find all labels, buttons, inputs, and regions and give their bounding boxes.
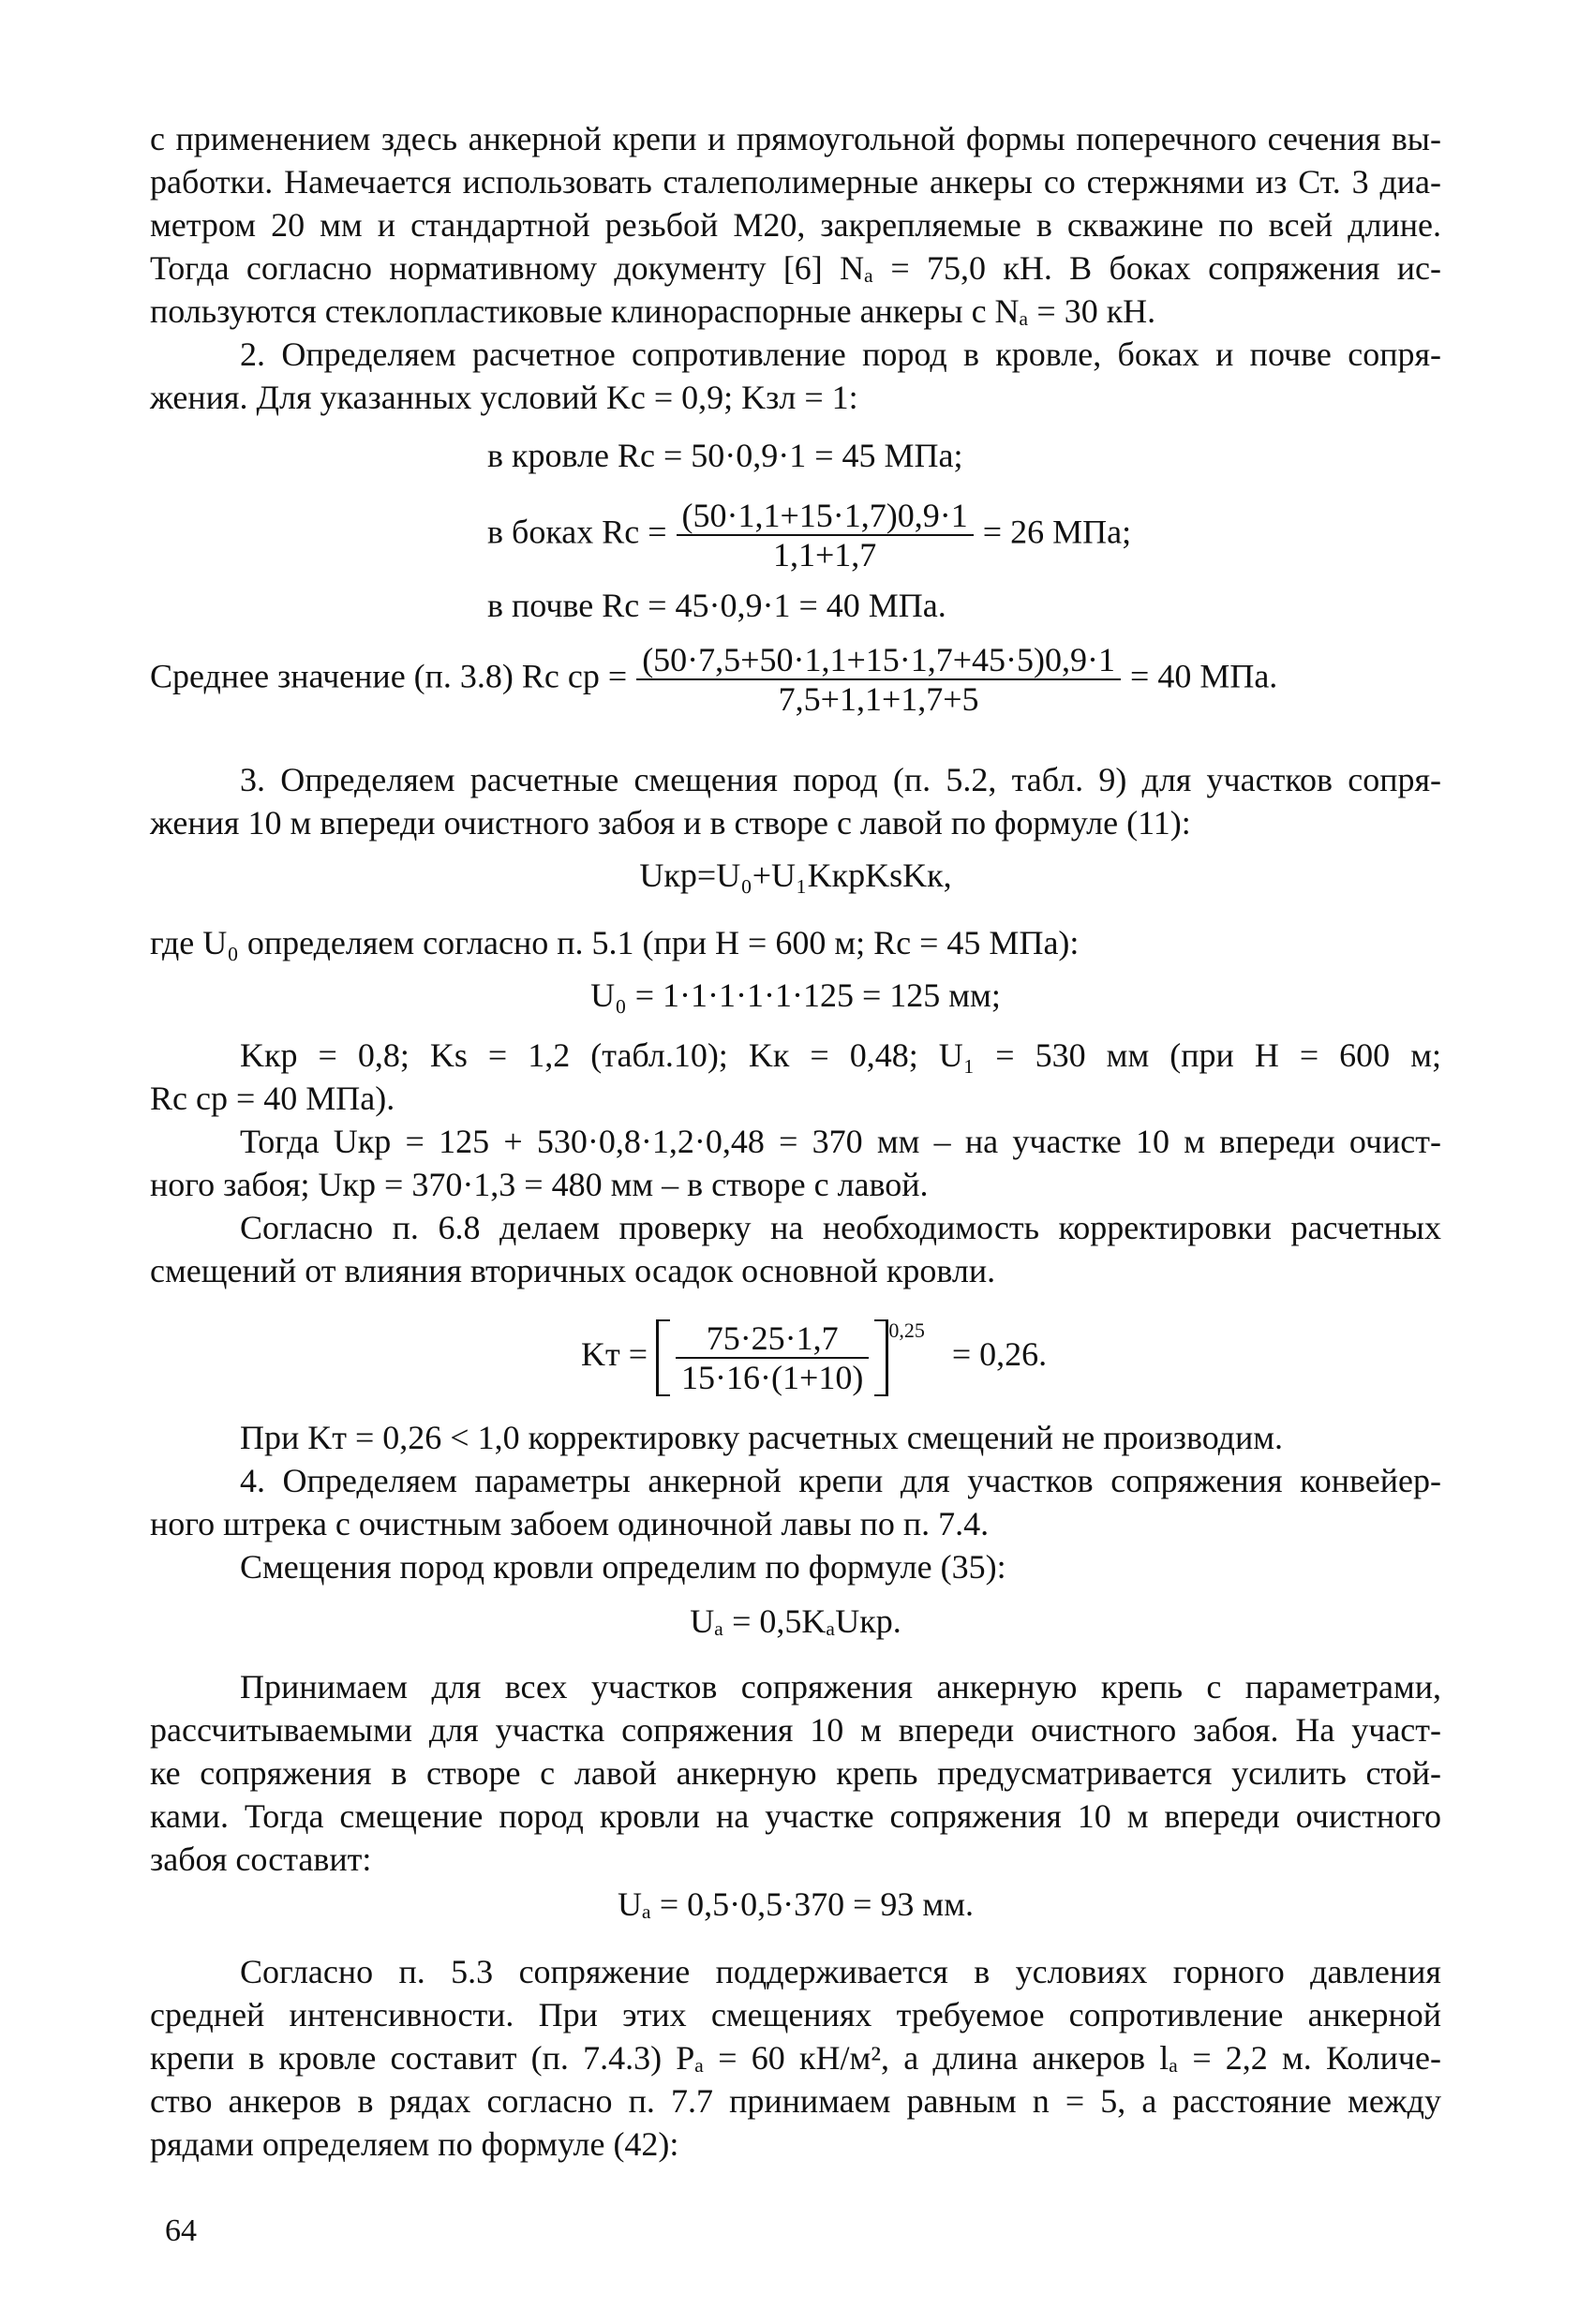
text-line: смещений от влияния вторичных осадок основной кровли.: [150, 1252, 996, 1289]
formula-ua: Uₐ = 0,5·0,5·370 = 93 мм.: [618, 1885, 974, 1923]
text-line: крепи в кровле составит (п. 7.4.3) Pₐ = 60 кН/м², а длина анкеров lₐ = 2,2 м. Количе-: [150, 2039, 1441, 2077]
text-line: ство анкеров в рядах согласно п. 7.7 принимаем равным n = 5, а расстояние между: [150, 2082, 1441, 2120]
formula-35: Uₐ = 0,5KₐUкр.: [690, 1602, 901, 1640]
text-line: Kкр = 0,8; Ks = 1,2 (табл.10); Kк = 0,48; U₁ = 530 мм (при H = 600 м;: [240, 1036, 1441, 1074]
text-line: 2. Определяем расчетное сопротивление пород в кровле, боках и почве сопря-: [240, 335, 1441, 373]
text-line: метром 20 мм и стандартной резьбой М20, закрепляемые в скважине по всей длине.: [150, 206, 1441, 244]
fraction-denominator: 7,5+1,1+1,7+5: [778, 680, 979, 718]
text-line: Согласно п. 6.8 делаем проверку на необходимость корректировки расчетных: [240, 1209, 1441, 1246]
page-number: 64: [165, 2213, 197, 2248]
text-line: с применением здесь анкерной крепи и прямоугольной формы поперечного сечения вы-: [150, 120, 1441, 157]
text-line: 3. Определяем расчетные смещения пород (п. 5.2, табл. 9) для участков сопря-: [240, 761, 1441, 798]
equation-result: = 26 МПа;: [982, 513, 1132, 551]
equation-krovlya: в кровле Rс = 50·0,9·1 = 45 МПа;: [487, 437, 963, 474]
fraction-numerator: 75·25·1,7: [676, 1319, 869, 1359]
bracket-group: [656, 1319, 888, 1396]
equation-result: = 0,26.: [951, 1335, 1048, 1373]
fraction: [636, 641, 1121, 718]
formula-11: Uкр=U₀+U₁KкрKsKк,: [639, 857, 952, 894]
equation-boka: [487, 497, 1131, 574]
fraction-denominator: 15·16·(1+10): [681, 1358, 864, 1396]
equation-kt: [581, 1310, 1047, 1396]
text-line: забоя составит:: [150, 1840, 372, 1878]
text-line: работки. Намечается использовать сталеполимерные анкеры со стержнями из Ст. 3 диа-: [150, 163, 1441, 201]
text-line: средней интенсивности. При этих смещениях требуемое сопротивление анкерной: [150, 1996, 1441, 2034]
text-line: где U₀ определяем согласно п. 5.1 (при H = 600 м; Rс = 45 МПа):: [150, 924, 1080, 961]
text-line: Тогда Uкр = 125 + 530·0,8·1,2·0,48 = 370 мм – на участке 10 м впереди очист-: [240, 1123, 1441, 1160]
text-line: Принимаем для всех участков сопряжения анкерную крепь с параметрами,: [240, 1668, 1441, 1706]
fraction: [677, 497, 974, 574]
text-line: ками. Тогда смещение пород кровли на участке сопряжения 10 м впереди очистного: [150, 1797, 1441, 1835]
equation-result: = 40 МПа.: [1130, 657, 1278, 695]
text-line: Смещения пород кровли определим по формуле (35):: [240, 1548, 1006, 1586]
text-line: жения 10 м впереди очистного забоя и в створе с лавой по формуле (11):: [150, 804, 1191, 842]
fraction-numerator: (50·7,5+50·1,1+15·1,7+45·5)0,9·1: [636, 641, 1121, 680]
exponent: 0,25: [888, 1318, 925, 1342]
text-line: При Kт = 0,26 < 1,0 корректировку расчетных смещений не производим.: [240, 1419, 1284, 1456]
equation-prefix: Kт =: [581, 1335, 648, 1373]
formula-u0: U₀ = 1·1·1·1·1·125 = 125 мм;: [590, 976, 1001, 1014]
fraction-numerator: (50·1,1+15·1,7)0,9·1: [677, 497, 974, 536]
text-line: Тогда согласно нормативному документу [6] Nₐ = 75,0 кН. В боках сопряжения ис-: [150, 249, 1441, 287]
text-line: Rс ср = 40 МПа).: [150, 1080, 395, 1117]
fraction: [676, 1319, 869, 1396]
text-line: Согласно п. 5.3 сопряжение поддерживается в условиях горного давления: [240, 1953, 1441, 1990]
text-line: рассчитываемыми для участка сопряжения 10 м впереди очистного забоя. На участ-: [150, 1711, 1441, 1749]
equation-prefix: в боках Rс =: [487, 513, 667, 551]
equation-pochva: в почве Rс = 45·0,9·1 = 40 МПа.: [487, 587, 946, 624]
text-line: ного забоя; Uкр = 370·1,3 = 480 мм – в створе с лавой.: [150, 1166, 929, 1203]
equation-prefix: Среднее значение (п. 3.8) Rс ср =: [150, 657, 628, 695]
text-line: ного штрека с очистным забоем одиночной лавы по п. 7.4.: [150, 1505, 990, 1542]
text-line: жения. Для указанных условий Kс = 0,9; Kзл = 1:: [150, 379, 858, 416]
text-line: пользуются стеклопластиковые клинораспорные анкеры с Nₐ = 30 кН.: [150, 292, 1156, 330]
text-line: рядами определяем по формуле (42):: [150, 2125, 679, 2163]
text-line: 4. Определяем параметры анкерной крепи для участков сопряжения конвейер-: [240, 1462, 1441, 1499]
fraction-denominator: 1,1+1,7: [773, 536, 877, 574]
text-line: ке сопряжения в створе с лавой анкерную крепь предусматривается усилить стой-: [150, 1754, 1441, 1792]
equation-mean: [150, 641, 1277, 718]
